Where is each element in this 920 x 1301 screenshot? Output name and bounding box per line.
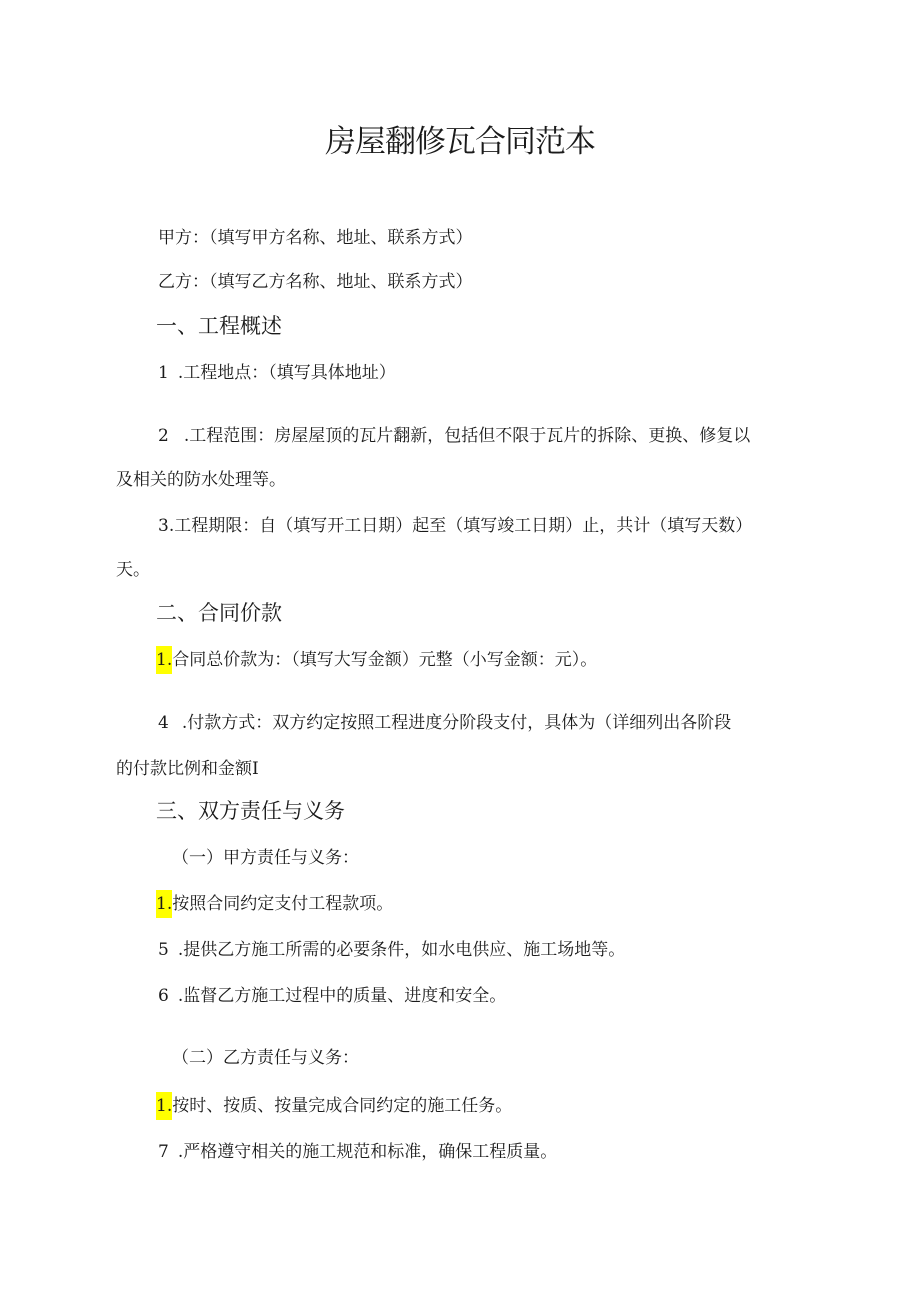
section-1-item-1 bbox=[158, 359, 396, 387]
item-text: .工程范围：房屋屋顶的瓦片翻新，包括但不限于瓦片的拆除、更换、修复以 bbox=[183, 426, 751, 446]
item-number: 4 bbox=[158, 713, 169, 733]
document-title: 房屋翻修瓦合同范本 bbox=[325, 124, 595, 160]
item-text: .严格遵守相关的施工规范和标准，确保工程质量。 bbox=[177, 1142, 558, 1162]
section-2-heading: 二、合同价款 bbox=[156, 601, 282, 625]
section-3b-item-1 bbox=[156, 1092, 512, 1120]
item-text: 合同总价款为：（填写大写金额）元整（小写金额：元）。 bbox=[172, 650, 598, 670]
item-text: .提供乙方施工所需的必要条件，如水电供应、施工场地等。 bbox=[177, 940, 626, 960]
item-text: .工程期限：自（填写开工日期）起至（填写竣工日期）止，共计（填写天数） bbox=[168, 516, 753, 536]
section-1-item-2-continuation: 及相关的防水处理等。 bbox=[116, 470, 286, 490]
item-number: 7 bbox=[158, 1142, 169, 1162]
section-3b-heading: （二）乙方责任与义务： bbox=[172, 1048, 359, 1068]
section-2-item-4-continuation: 的付款比例和金额I bbox=[116, 759, 259, 779]
section-3a-item-5 bbox=[158, 936, 625, 964]
section-3a-item-1 bbox=[156, 890, 393, 918]
section-1-item-3 bbox=[158, 512, 752, 540]
item-text: .工程地点：（填写具体地址） bbox=[177, 363, 396, 383]
item-text: 按照合同约定支付工程款项。 bbox=[172, 894, 394, 914]
section-3b-item-7 bbox=[158, 1138, 557, 1166]
section-2-item-4 bbox=[158, 709, 731, 737]
party-a-line: 甲方：（填写甲方名称、地址、联系方式） bbox=[158, 228, 473, 248]
item-text: .付款方式：双方约定按照工程进度分阶段支付，具体为（详细列出各阶段 bbox=[181, 713, 732, 733]
section-1-item-3-continuation: 天。 bbox=[116, 560, 150, 580]
item-text: 按时、按质、按量完成合同约定的施工任务。 bbox=[172, 1096, 513, 1116]
item-number: 2 bbox=[158, 426, 169, 446]
section-3a-heading: （一）甲方责任与义务： bbox=[172, 848, 359, 868]
party-b-line: 乙方：（填写乙方名称、地址、联系方式） bbox=[158, 272, 473, 292]
section-3-heading: 三、双方责任与义务 bbox=[156, 799, 345, 823]
item-text: .监督乙方施工过程中的质量、进度和安全。 bbox=[177, 986, 507, 1006]
item-number: 3 bbox=[158, 516, 169, 536]
item-number-highlighted: 1. bbox=[156, 646, 172, 674]
section-1-heading: 一、工程概述 bbox=[156, 314, 282, 338]
item-number: 5 bbox=[158, 940, 169, 960]
item-number-highlighted: 1. bbox=[156, 890, 172, 918]
item-number: 1 bbox=[158, 363, 169, 383]
section-3a-item-6 bbox=[158, 982, 506, 1010]
item-number: 6 bbox=[158, 986, 169, 1006]
item-number-highlighted: 1. bbox=[156, 1092, 172, 1120]
section-2-item-1 bbox=[156, 646, 597, 674]
section-1-item-2 bbox=[158, 422, 750, 450]
